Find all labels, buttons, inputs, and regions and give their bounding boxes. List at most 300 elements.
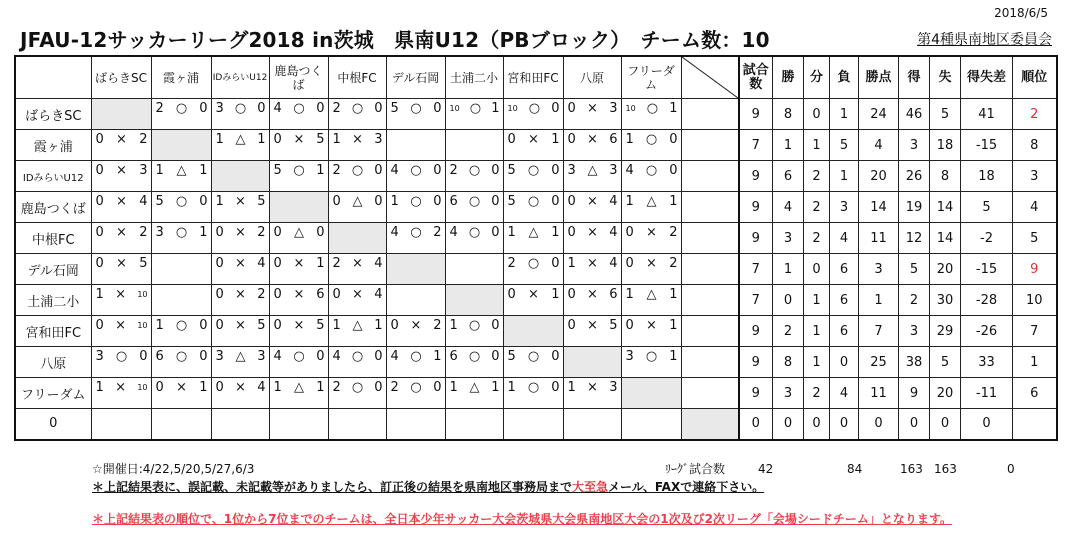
result-cell xyxy=(386,223,445,254)
result-cell xyxy=(386,378,445,409)
match-score xyxy=(212,192,269,209)
result-symbol: ○ xyxy=(528,101,541,116)
home-goals: 4 xyxy=(390,225,399,240)
wins: 6 xyxy=(773,161,804,192)
goals-for: 2 xyxy=(899,285,930,316)
goals-for: 19 xyxy=(899,192,930,223)
away-goals: 0 xyxy=(551,380,560,395)
goal-difference: 33 xyxy=(961,347,1013,378)
goals-for: 9 xyxy=(899,378,930,409)
games-played: 9 xyxy=(739,378,773,409)
result-cell xyxy=(681,99,739,130)
table-row xyxy=(15,409,1057,440)
result-symbol: × xyxy=(235,287,246,302)
match-score xyxy=(387,161,445,178)
home-goals: 0 xyxy=(95,163,104,178)
result-cell xyxy=(328,316,386,347)
home-goals: 3 xyxy=(155,225,164,240)
home-goals: 1 xyxy=(625,194,634,209)
result-symbol: △ xyxy=(176,163,187,178)
losses: 5 xyxy=(830,130,859,161)
losses: 4 xyxy=(830,223,859,254)
home-goals: 3 xyxy=(567,163,576,178)
home-goals: 0 xyxy=(95,318,104,333)
away-goals: 5 xyxy=(316,132,325,147)
home-goals: 0 xyxy=(215,380,224,395)
result-symbol: △ xyxy=(352,318,363,333)
draws: 0 xyxy=(804,409,830,440)
result-cell xyxy=(91,130,151,161)
away-goals: 2 xyxy=(669,225,678,240)
match-score xyxy=(504,285,563,302)
column-header-stat: 分 xyxy=(804,56,830,99)
away-goals: 0 xyxy=(433,163,442,178)
goal-difference: -26 xyxy=(961,316,1013,347)
result-cell xyxy=(503,409,563,440)
result-symbol: ○ xyxy=(175,349,188,364)
away-goals: 3 xyxy=(139,163,148,178)
away-goals: 0 xyxy=(551,163,560,178)
match-score xyxy=(270,254,328,271)
column-header-stat: 失 xyxy=(930,56,961,99)
goal-difference: 18 xyxy=(961,161,1013,192)
away-goals: 1 xyxy=(551,132,560,147)
losses: 4 xyxy=(830,378,859,409)
result-cell xyxy=(269,347,328,378)
result-cell xyxy=(503,192,563,223)
games-played: 7 xyxy=(739,285,773,316)
points: 4 xyxy=(859,130,899,161)
result-cell xyxy=(91,316,151,347)
games-played: 9 xyxy=(739,192,773,223)
match-score xyxy=(564,316,621,333)
result-cell xyxy=(503,285,563,316)
league-games-label: ﾘｰｸﾞ試合数 xyxy=(665,462,726,476)
result-symbol: × xyxy=(587,132,598,147)
result-cell xyxy=(151,161,211,192)
match-score xyxy=(504,347,563,364)
column-header-stat: 得 xyxy=(899,56,930,99)
result-symbol: △ xyxy=(294,380,304,395)
result-symbol: △ xyxy=(646,194,657,209)
match-score xyxy=(270,223,328,240)
match-score xyxy=(446,99,503,116)
result-symbol: ○ xyxy=(410,163,422,178)
result-cell xyxy=(386,161,445,192)
column-header-team: IDみらいU12 xyxy=(211,56,269,99)
away-goals: 4 xyxy=(609,256,618,271)
rank: 10 xyxy=(1013,285,1057,316)
home-goals: 3 xyxy=(215,349,224,364)
goal-difference: 41 xyxy=(961,99,1013,130)
result-cell xyxy=(386,347,445,378)
result-symbol: ○ xyxy=(293,163,305,178)
column-header-team: デル石岡 xyxy=(386,56,445,99)
away-goals: 0 xyxy=(491,318,500,333)
match-score xyxy=(564,378,621,395)
result-cell xyxy=(269,316,328,347)
result-cell xyxy=(151,409,211,440)
match-score xyxy=(329,192,386,209)
losses: 6 xyxy=(830,285,859,316)
wins: 0 xyxy=(773,285,804,316)
result-cell xyxy=(91,347,151,378)
wins: 4 xyxy=(773,192,804,223)
match-score xyxy=(92,285,151,302)
page-title: JFAU-12サッカーリーグ2018 in茨城 県南U12（PBブロック） チーム数：10 xyxy=(20,28,770,52)
away-goals: 0 xyxy=(433,101,442,116)
result-symbol: × xyxy=(293,256,305,271)
result-cell xyxy=(91,409,151,440)
home-goals: 0 xyxy=(567,101,576,116)
column-header-team: 土浦二小 xyxy=(445,56,503,99)
match-score xyxy=(622,285,681,302)
result-symbol: ○ xyxy=(468,349,481,364)
result-cell xyxy=(681,192,739,223)
league-table xyxy=(14,55,1058,441)
result-symbol: × xyxy=(587,318,598,333)
away-goals: 3 xyxy=(609,101,618,116)
match-score xyxy=(387,378,445,395)
home-goals: 0 xyxy=(332,287,341,302)
result-cell xyxy=(621,192,681,223)
home-goals: 0 xyxy=(215,256,224,271)
result-cell xyxy=(386,285,445,316)
match-score xyxy=(270,285,328,302)
home-goals: 0 xyxy=(273,318,282,333)
result-cell xyxy=(151,192,211,223)
result-cell xyxy=(328,254,386,285)
result-symbol: ○ xyxy=(293,349,305,364)
home-goals: 10 xyxy=(625,104,636,113)
away-goals: 1 xyxy=(669,287,678,302)
match-score xyxy=(329,347,386,364)
match-score xyxy=(564,161,621,178)
result-cell xyxy=(269,378,328,409)
row-header-team: IDみらいU12 xyxy=(15,161,91,192)
away-goals: 0 xyxy=(669,132,678,147)
home-goals: 0 xyxy=(567,287,576,302)
result-cell xyxy=(269,409,328,440)
home-goals: 1 xyxy=(567,256,576,271)
result-cell xyxy=(328,378,386,409)
away-goals: 1 xyxy=(199,163,208,178)
result-symbol: × xyxy=(235,380,246,395)
match-score xyxy=(152,161,211,178)
result-cell xyxy=(621,316,681,347)
home-goals: 0 xyxy=(155,380,164,395)
home-goals: 0 xyxy=(273,225,282,240)
result-cell xyxy=(503,223,563,254)
result-cell xyxy=(211,285,269,316)
rank: 2 xyxy=(1013,99,1057,130)
match-score xyxy=(329,285,386,302)
away-goals: 0 xyxy=(139,349,148,364)
wins: 8 xyxy=(773,347,804,378)
match-score xyxy=(387,192,445,209)
result-symbol: ○ xyxy=(175,225,188,240)
result-symbol: ○ xyxy=(468,194,481,209)
result-symbol: × xyxy=(352,287,363,302)
games-played: 9 xyxy=(739,316,773,347)
result-symbol: ○ xyxy=(115,349,128,364)
match-score xyxy=(504,99,563,116)
result-cell xyxy=(91,161,151,192)
match-score xyxy=(212,223,269,240)
home-goals: 1 xyxy=(332,132,341,147)
result-symbol: ○ xyxy=(468,318,481,333)
points: 3 xyxy=(859,254,899,285)
result-cell xyxy=(621,223,681,254)
match-score xyxy=(387,316,445,333)
home-goals: 1 xyxy=(625,132,634,147)
away-goals: 0 xyxy=(551,256,560,271)
result-symbol: × xyxy=(646,256,657,271)
result-symbol: × xyxy=(587,225,598,240)
away-goals: 0 xyxy=(433,380,442,395)
column-header-team: 鹿島つくば xyxy=(269,56,328,99)
match-score xyxy=(387,347,445,364)
home-goals: 1 xyxy=(95,287,104,302)
result-cell xyxy=(386,409,445,440)
match-score xyxy=(329,130,386,147)
result-cell xyxy=(211,130,269,161)
match-score xyxy=(92,254,151,271)
result-symbol: × xyxy=(235,194,246,209)
result-cell xyxy=(503,316,563,347)
match-score xyxy=(92,347,151,364)
away-goals: 1 xyxy=(199,380,208,395)
result-symbol: ○ xyxy=(410,194,422,209)
row-header-team: 0 xyxy=(15,409,91,440)
home-goals: 0 xyxy=(567,194,576,209)
draws: 2 xyxy=(804,378,830,409)
match-score xyxy=(446,316,503,333)
result-cell xyxy=(563,254,621,285)
result-symbol: ○ xyxy=(410,101,422,116)
home-goals: 0 xyxy=(567,225,576,240)
goal-difference: -2 xyxy=(961,223,1013,254)
result-cell xyxy=(681,409,739,440)
match-score xyxy=(329,316,386,333)
home-goals: 2 xyxy=(449,163,458,178)
home-goals: 0 xyxy=(95,225,104,240)
home-goals: 1 xyxy=(507,380,516,395)
home-goals: 4 xyxy=(390,349,399,364)
games-played: 9 xyxy=(739,223,773,254)
home-goals: 1 xyxy=(155,318,164,333)
result-cell xyxy=(621,285,681,316)
home-goals: 5 xyxy=(507,349,516,364)
home-goals: 5 xyxy=(390,101,399,116)
match-score xyxy=(564,192,621,209)
result-symbol: ○ xyxy=(645,163,658,178)
total-goals-against: 163 xyxy=(934,462,957,476)
home-goals: 1 xyxy=(507,225,516,240)
result-cell xyxy=(328,161,386,192)
home-goals: 2 xyxy=(332,163,341,178)
match-score xyxy=(504,254,563,271)
match-score xyxy=(329,99,386,116)
match-score xyxy=(212,254,269,271)
losses: 1 xyxy=(830,99,859,130)
result-cell xyxy=(386,316,445,347)
total-goals-for: 163 xyxy=(900,462,923,476)
result-cell xyxy=(681,161,739,192)
match-score xyxy=(152,316,211,333)
result-cell xyxy=(151,130,211,161)
column-header-stat: 勝 xyxy=(773,56,804,99)
away-goals: 5 xyxy=(257,318,266,333)
result-symbol: × xyxy=(293,318,305,333)
goals-for: 3 xyxy=(899,130,930,161)
points: 14 xyxy=(859,192,899,223)
home-goals: 0 xyxy=(95,132,104,147)
result-symbol: ○ xyxy=(293,101,305,116)
match-score xyxy=(387,99,445,116)
result-cell xyxy=(563,192,621,223)
draws: 1 xyxy=(804,130,830,161)
draws: 0 xyxy=(804,99,830,130)
away-goals: 1 xyxy=(316,163,325,178)
goals-against: 30 xyxy=(930,285,961,316)
result-symbol: ○ xyxy=(175,101,188,116)
note-text: メール、FAXで連絡下さい。 xyxy=(608,480,765,494)
table-row xyxy=(15,161,1057,192)
away-goals: 0 xyxy=(199,194,208,209)
result-cell xyxy=(269,223,328,254)
games-played: 9 xyxy=(739,161,773,192)
result-cell xyxy=(621,254,681,285)
result-symbol: × xyxy=(646,225,657,240)
result-symbol: × xyxy=(115,287,126,302)
result-cell xyxy=(445,161,503,192)
away-goals: 3 xyxy=(374,132,383,147)
match-score xyxy=(270,378,328,395)
draws: 0 xyxy=(804,254,830,285)
result-symbol: × xyxy=(646,318,657,333)
goals-for: 0 xyxy=(899,409,930,440)
result-cell xyxy=(211,192,269,223)
result-cell xyxy=(269,254,328,285)
goals-against: 14 xyxy=(930,192,961,223)
rank: 6 xyxy=(1013,378,1057,409)
match-score xyxy=(504,192,563,209)
result-symbol: ○ xyxy=(351,101,364,116)
urgent-text: 大至急 xyxy=(572,480,609,494)
away-goals: 5 xyxy=(316,318,325,333)
result-cell xyxy=(445,409,503,440)
losses: 3 xyxy=(830,192,859,223)
result-cell xyxy=(563,161,621,192)
goal-difference: 5 xyxy=(961,192,1013,223)
away-goals: 2 xyxy=(433,318,442,333)
column-header-team: 八原 xyxy=(563,56,621,99)
total-games: 42 xyxy=(758,462,774,476)
home-goals: 4 xyxy=(273,101,282,116)
match-score xyxy=(622,99,681,116)
rank: 3 xyxy=(1013,161,1057,192)
result-cell xyxy=(681,223,739,254)
away-goals: 1 xyxy=(491,380,500,395)
rank: 1 xyxy=(1013,347,1057,378)
result-cell xyxy=(151,316,211,347)
away-goals: 2 xyxy=(669,256,678,271)
result-cell xyxy=(211,161,269,192)
report-date: 2018/6/5 xyxy=(994,6,1048,20)
row-header-team: 霞ヶ浦 xyxy=(15,130,91,161)
column-header-stat: 試合数 xyxy=(739,56,773,99)
wins: 3 xyxy=(773,378,804,409)
goal-difference: -15 xyxy=(961,130,1013,161)
result-symbol: ○ xyxy=(351,349,364,364)
goals-for: 3 xyxy=(899,316,930,347)
result-cell xyxy=(503,99,563,130)
result-symbol: × xyxy=(176,380,187,395)
result-symbol: ○ xyxy=(351,163,364,178)
result-symbol: ○ xyxy=(527,349,540,364)
match-score xyxy=(329,161,386,178)
away-goals: 1 xyxy=(669,194,678,209)
goals-for: 12 xyxy=(899,223,930,254)
match-score xyxy=(504,223,563,240)
match-score xyxy=(92,223,151,240)
result-cell xyxy=(681,378,739,409)
result-cell xyxy=(328,285,386,316)
losses: 0 xyxy=(830,347,859,378)
result-cell xyxy=(563,378,621,409)
rank: 9 xyxy=(1013,254,1057,285)
away-goals: 10 xyxy=(137,290,148,299)
away-goals: 2 xyxy=(257,287,266,302)
result-cell xyxy=(563,99,621,130)
result-cell xyxy=(563,316,621,347)
away-goals: 1 xyxy=(374,318,383,333)
row-header-team: フリーダム xyxy=(15,378,91,409)
match-score xyxy=(564,223,621,240)
match-score xyxy=(92,378,151,395)
total-goal-diff: 0 xyxy=(1007,462,1015,476)
home-goals: 5 xyxy=(273,163,282,178)
result-cell xyxy=(621,130,681,161)
away-goals: 1 xyxy=(433,349,442,364)
match-score xyxy=(152,223,211,240)
goals-against: 14 xyxy=(930,223,961,254)
result-symbol: △ xyxy=(646,287,657,302)
result-symbol: ○ xyxy=(469,101,482,116)
result-cell xyxy=(211,316,269,347)
header-row xyxy=(15,56,1057,99)
table-row xyxy=(15,347,1057,378)
result-symbol: ○ xyxy=(527,163,540,178)
result-symbol: × xyxy=(352,256,363,271)
result-cell xyxy=(445,130,503,161)
result-symbol: × xyxy=(116,225,127,240)
result-cell xyxy=(563,130,621,161)
table-row xyxy=(15,285,1057,316)
away-goals: 0 xyxy=(551,194,560,209)
wins: 8 xyxy=(773,99,804,130)
match-score xyxy=(446,223,503,240)
home-goals: 2 xyxy=(332,380,341,395)
result-symbol: × xyxy=(116,132,127,147)
column-header-team: 霞ヶ浦 xyxy=(151,56,211,99)
wins: 0 xyxy=(773,409,804,440)
result-cell xyxy=(91,192,151,223)
result-cell xyxy=(386,99,445,130)
away-goals: 1 xyxy=(551,225,560,240)
match-score xyxy=(564,254,621,271)
